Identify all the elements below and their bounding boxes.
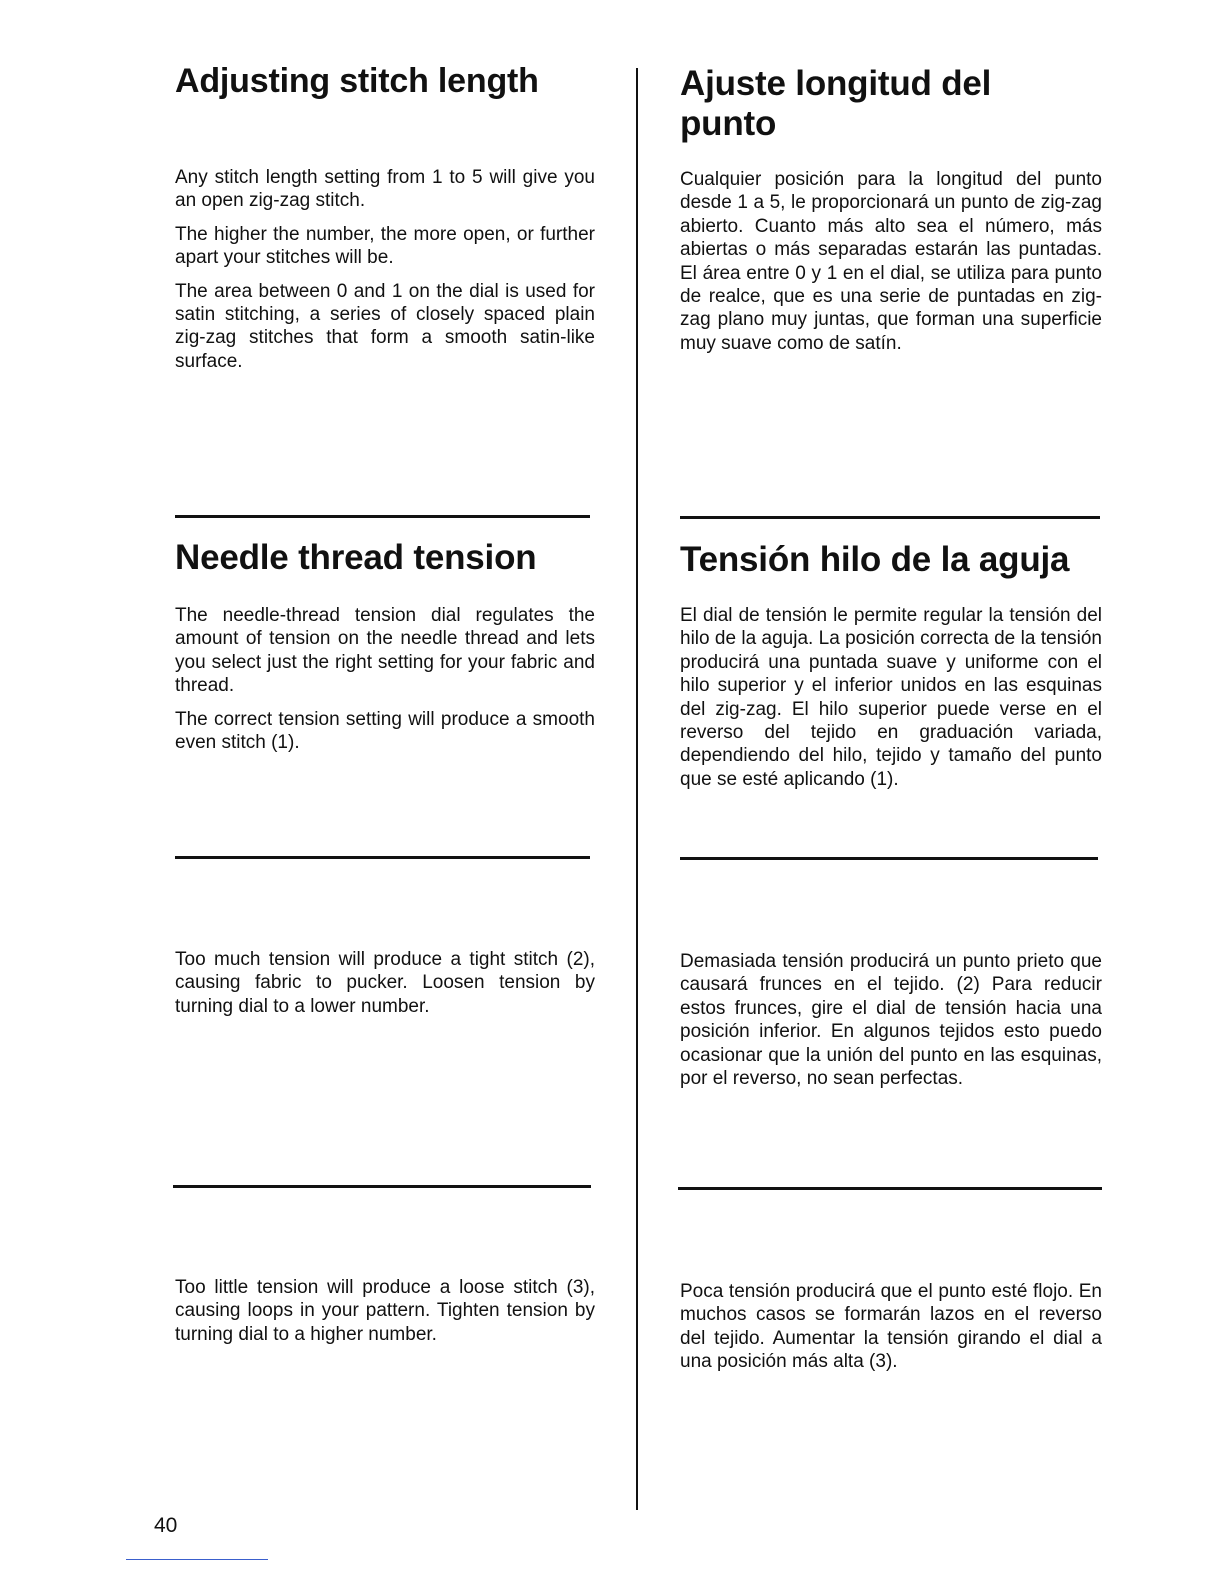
paragraph: Too little tension will produce a loose stitch (3), causing loops in your pattern. Tighten tension by turning dial to a higher number. — [175, 1277, 595, 1345]
section-rule — [678, 1187, 1102, 1190]
paragraph: The needle-thread tension dial regulates the amount of tension on the needle thread and lets you select just the right setting for your fabric and thread. — [175, 605, 595, 697]
column-divider — [636, 68, 638, 1510]
section-rule — [680, 857, 1098, 860]
paragraph: The higher the number, the more open, or further apart your stitches will be. — [175, 223, 595, 269]
stitch-length-body-en — [175, 166, 595, 383]
section-rule — [173, 1185, 591, 1188]
heading-ajuste-longitud-line2: punto — [680, 104, 777, 143]
heading-adjusting-stitch-length: Adjusting stitch length — [175, 62, 539, 100]
paragraph: The correct tension setting will produce a smooth even stitch (1). — [175, 708, 595, 754]
tension-body-en — [175, 604, 595, 764]
paragraph: Cualquier posición para la longitud del punto desde 1 a 5, le proporcionará un punto de zig-zag abierto. Cuanto más alto sea el número, más abiertas o más separadas estarán las puntadas. El área entre 0 y 1 en el dial, se utiliza para punto de realce, que es una serie de puntadas en zig-zag plano muy juntas, que forman una superficie muy suave como de satín. — [680, 169, 1102, 354]
tension-body-es — [680, 604, 1102, 801]
section-rule — [680, 516, 1100, 519]
too-much-tension-en — [175, 948, 595, 1028]
stitch-length-body-es — [680, 168, 1102, 365]
section-rule — [175, 515, 590, 518]
too-much-tension-es — [680, 950, 1102, 1100]
paragraph: The area between 0 and 1 on the dial is used for satin stitching, a series of closely spaced plain zig-zag stitches that form a smooth satin-like surface. — [175, 280, 595, 372]
paragraph: Demasiada tensión producirá un punto prieto que causará frunces en el tejido. (2) Para reducir estos frunces, gire el dial de tensión hacia una posición inferior. En algunos tejidos esto puedo ocasionar que la unión del punto en las esquinas, por el reverso, no sean perfectas. — [680, 951, 1102, 1090]
heading-tension-hilo-aguja: Tensión hilo de la aguja — [680, 540, 1070, 579]
too-little-tension-es — [680, 1280, 1102, 1384]
too-little-tension-en — [175, 1276, 595, 1356]
section-tension-es — [680, 540, 1102, 580]
section-stitch-length-es — [680, 64, 1102, 144]
section-stitch-length-en — [175, 62, 595, 101]
heading-needle-thread-tension: Needle thread tension — [175, 538, 537, 577]
section-rule — [175, 856, 590, 859]
paragraph: Any stitch length setting from 1 to 5 will give you an open zig-zag stitch. — [175, 167, 595, 212]
paragraph: Too much tension will produce a tight stitch (2), causing fabric to pucker. Loosen tension by turning dial to a lower number. — [175, 949, 595, 1017]
footer-link-underline — [126, 1559, 268, 1560]
paragraph: Poca tensión producirá que el punto esté flojo. En muchos casos se formarán lazos en el reverso del tejido. Aumentar la tensión girando el dial a una posición más alta (3). — [680, 1281, 1102, 1373]
section-tension-en — [175, 538, 595, 578]
heading-ajuste-longitud-line1: Ajuste longitud del — [680, 64, 992, 103]
paragraph: El dial de tensión le permite regular la tensión del hilo de la aguja. La posición correcta de la tensión producirá una puntada suave y uniforme con el hilo superior y el inferior unidos en las esquinas del zig-zag. El hilo superior puede verse en el reverso del tejido en graduación variada, dependiendo del hilo, tejido y tamaño del punto que se esté aplicando (1). — [680, 605, 1102, 790]
page-number: 40 — [154, 1514, 178, 1537]
